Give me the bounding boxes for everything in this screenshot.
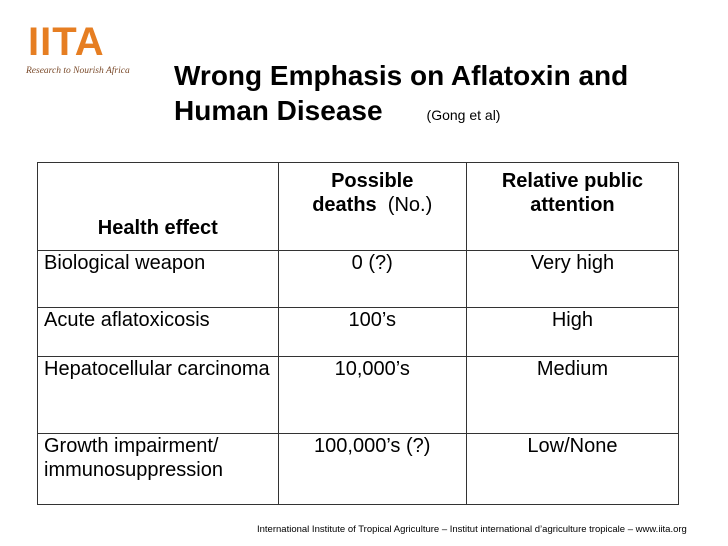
cell-health-effect: Growth impairment/ immunosuppression [38, 434, 279, 505]
slide-title [174, 58, 628, 133]
cell-relative-attention: High [466, 308, 678, 357]
header-relative-attention: Relative public attention [466, 163, 678, 251]
table-row [38, 251, 679, 308]
footer-text: International Institute of Tropical Agriculture – Institut international d’agriculture tropicale – www.iita.org [257, 524, 687, 535]
emphasis-table [37, 162, 679, 505]
table-row [38, 434, 679, 505]
cell-possible-deaths: 10,000’s [278, 357, 466, 434]
cell-health-effect: Hepatocellular carcinoma [38, 357, 279, 434]
title-line-1: Wrong Emphasis on Aflatoxin and [174, 60, 629, 91]
title-line-2 [174, 93, 628, 133]
header-deaths-line-2 [285, 193, 460, 217]
title-line-2-text: Human Disease [174, 95, 383, 126]
cell-relative-attention: Very high [466, 251, 678, 308]
table-row [38, 357, 679, 434]
iita-logo [26, 20, 148, 90]
cell-health-effect: Biological weapon [38, 251, 279, 308]
cell-relative-attention: Medium [466, 357, 678, 434]
cell-possible-deaths: 100,000’s (?) [278, 434, 466, 505]
cell-possible-deaths: 0 (?) [278, 251, 466, 308]
header-possible-deaths [278, 163, 466, 251]
logo-mark: IITA [28, 20, 105, 64]
cell-relative-attention: Low/None [466, 434, 678, 505]
header-health-effect: Health effect [38, 163, 279, 251]
cell-possible-deaths: 100’s [278, 308, 466, 357]
header-deaths-unit: (No.) [387, 194, 433, 216]
table-row [38, 308, 679, 357]
header-deaths-word: deaths [312, 194, 377, 216]
title-citation: (Gong et al) [426, 107, 501, 123]
logo-tagline: Research to Nourish Africa [26, 66, 130, 76]
table-header-row [38, 163, 679, 251]
header-deaths-line-1: Possible [331, 170, 414, 192]
cell-health-effect: Acute aflatoxicosis [38, 308, 279, 357]
